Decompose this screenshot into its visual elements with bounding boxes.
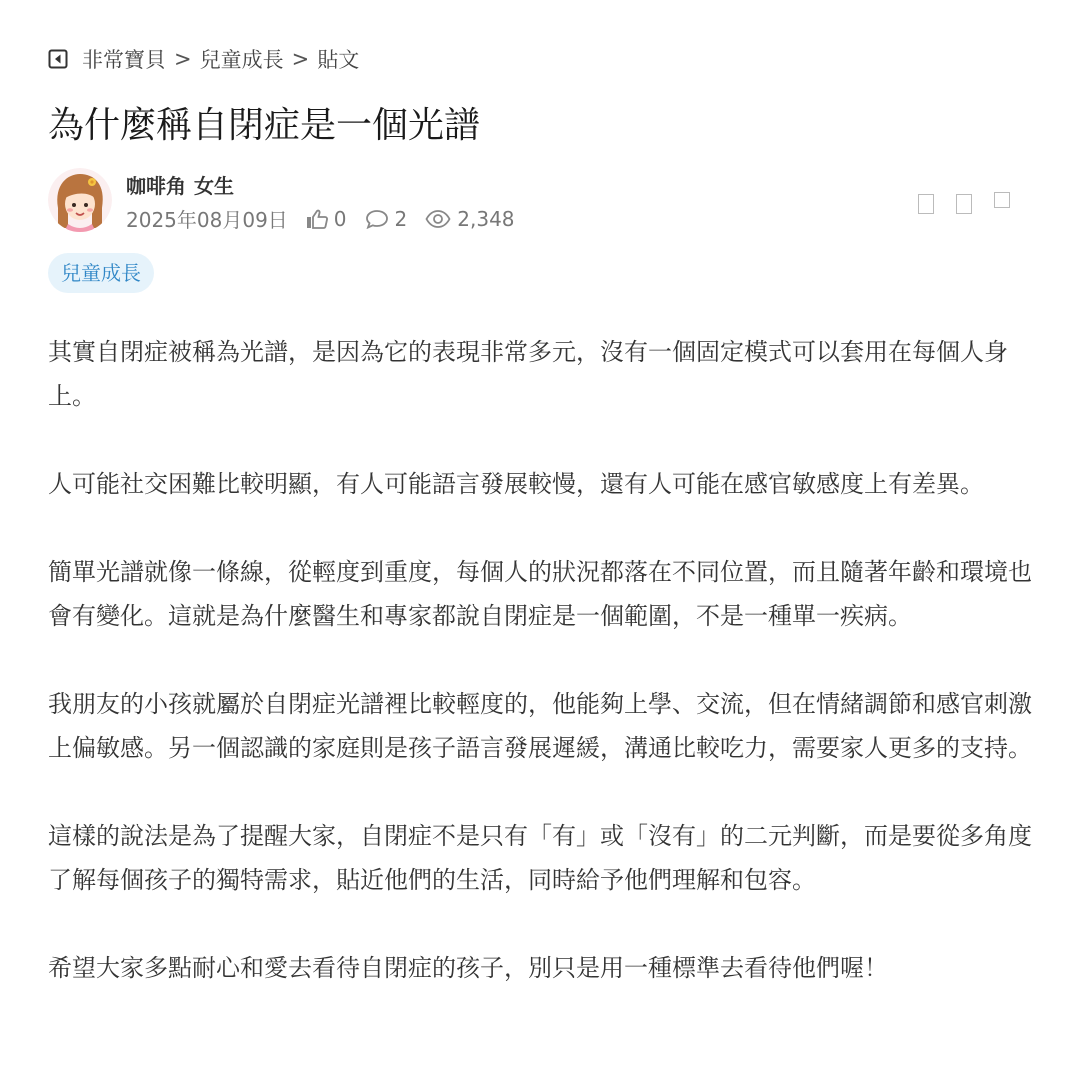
post-paragraph: 希望大家多點耐心和愛去看待自閉症的孩子，別只是用一種標準去看待他們喔！ (48, 954, 888, 982)
breadcrumb-item-current: 貼文 (317, 48, 360, 72)
avatar[interactable] (48, 168, 112, 232)
post-title: 為什麼稱自閉症是一個光譜 (48, 105, 481, 146)
author-name-line (126, 170, 234, 199)
author-name[interactable]: 咖啡角 (126, 174, 186, 198)
breadcrumb-separator: > (174, 47, 192, 71)
view-count-group (425, 207, 514, 231)
post-paragraph: 人可能社交困難比較明顯，有人可能語言發展較慢，還有人可能在感官敏感度上有差異。 (48, 470, 984, 498)
post-paragraph: 簡單光譜就像一條線，從輕度到重度，每個人的狀況都落在不同位置，而且隨著年齡和環境也會有變化。這就是為什麼醫生和專家都說自閉症是一個範圍，不是一種單一疾病。 (48, 558, 1032, 630)
speech-bubble-icon (365, 209, 389, 229)
post-meta (126, 204, 533, 233)
post-paragraph: 我朋友的小孩就屬於自閉症光譜裡比較輕度的，他能夠上學、交流，但在情緒調節和感官刺激上偏敏感。另一個認識的家庭則是孩子語言發展遲緩，溝通比較吃力，需要家人更多的支持。 (48, 690, 1032, 762)
bookmark-icon[interactable] (918, 194, 934, 214)
like-count-group[interactable] (306, 207, 347, 231)
more-options-icon[interactable] (994, 192, 1010, 208)
post-paragraph: 這樣的說法是為了提醒大家，自閉症不是只有「有」或「沒有」的二元判斷，而是要從多角度了解每個孩子的獨特需求，貼近他們的生活，同時給予他們理解和包容。 (48, 822, 1032, 894)
breadcrumb-item-category[interactable]: 兒童成長 (199, 48, 284, 72)
category-tag[interactable]: 兒童成長 (48, 253, 154, 293)
post-paragraph: 其實自閉症被稱為光譜，是因為它的表現非常多元，沒有一個固定模式可以套用在每個人身上。 (48, 338, 1008, 410)
eye-icon (425, 209, 451, 229)
post-body (48, 330, 1032, 1034)
comment-count: 2 (394, 206, 408, 231)
share-icon[interactable] (956, 194, 972, 214)
post-actions (918, 194, 1010, 214)
comment-count-group[interactable] (365, 207, 408, 231)
author-row (48, 168, 1032, 234)
view-count: 2,348 (457, 206, 515, 231)
breadcrumb (48, 44, 359, 74)
like-count: 0 (333, 206, 347, 231)
author-gender: 女生 (194, 174, 234, 198)
breadcrumb-separator: > (291, 47, 310, 71)
breadcrumb-item-site[interactable]: 非常寶貝 (82, 48, 166, 72)
thumbs-up-icon (306, 209, 328, 229)
post-date: 2025年08月09日 (126, 208, 288, 232)
back-arrow-square-icon[interactable] (48, 49, 68, 69)
